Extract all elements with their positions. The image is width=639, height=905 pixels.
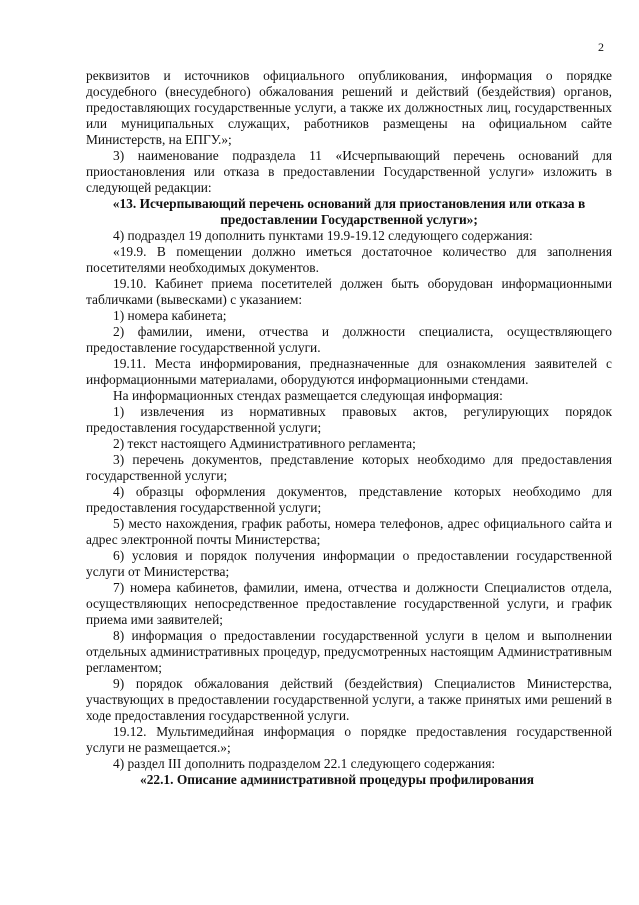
paragraph-publication-info: реквизитов и источников официального опубликования, информация о порядке досудебного (внесудебного) обжалования решений и действий (бездействия) органов, предоставляющих государственные услуги, а также их должностных лиц, государственных или муниципальных служащих, работников размещены на официальном сайте Министерств, на ЕПГУ.»; (86, 68, 612, 147)
list-item-document-samples: 4) образцы оформления документов, представление которых необходимо для предоставления государственной услуги; (86, 484, 612, 515)
paragraph-clause-19-12: 19.12. Мультимедийная информация о порядке предоставления государственной услуги не размещается.»; (86, 724, 612, 755)
paragraph-clause-19-10: 19.10. Кабинет приема посетителей должен быть оборудован информационными табличками (вывесками) с указанием: (86, 276, 612, 307)
document-body (86, 68, 612, 788)
paragraph-stand-info-intro: На информационных стендах размещается следующая информация: (113, 388, 503, 403)
list-item-regulation-text: 2) текст настоящего Административного регламента; (113, 436, 416, 451)
paragraph-amend-section-3: 4) раздел III дополнить подразделом 22.1 следующего содержания: (113, 756, 496, 771)
paragraph-amend-subsection-11: 3) наименование подраздела 11 «Исчерпывающий перечень оснований для приостановления или отказа в предоставлении Государственной услуги» изложить в следующей редакции: (86, 148, 612, 195)
heading-section-13: «13. Исчерпывающий перечень оснований для приостановления или отказа в предоставлении Государственной услуги»; (112, 196, 586, 227)
heading-section-22-1: «22.1. Описание административной процедуры профилирования (140, 772, 534, 787)
list-item-documents-list: 3) перечень документов, представление которых необходимо для предоставления государственной услуги; (86, 452, 612, 483)
list-item-legal-extracts: 1) извлечения из нормативных правовых актов, регулирующих порядок предоставления государственной услуги; (86, 404, 612, 435)
list-item-contact-info: 5) место нахождения, график работы, номера телефонов, адрес официального сайта и адрес электронной почты Министерства; (86, 516, 612, 547)
list-item-service-info: 8) информация о предоставлении государственной услуги в целом и выполнении отдельных административных процедур, предусмотренных настоящим Административным регламентом; (86, 628, 612, 675)
list-item-office-staff: 7) номера кабинетов, фамилии, имена, отчества и должности Специалистов отдела, осуществляющих непосредственное предоставление государственной услуги, и график приема ими заявителей; (86, 580, 612, 627)
paragraph-clause-19-9: «19.9. В помещении должно иметься достаточное количество для заполнения посетителями необходимых документов. (86, 244, 612, 275)
list-item-appeal-procedure: 9) порядок обжалования действий (бездействия) Специалистов Министерства, участвующих в предоставлении государственной услуги, а также принятых ими решений в ходе предоставления государственной услуги. (86, 676, 612, 723)
paragraph-amend-subsection-19: 4) подраздел 19 дополнить пунктами 19.9-19.12 следующего содержания: (113, 228, 533, 243)
list-item-info-conditions: 6) условия и порядок получения информации о предоставлении государственной услуги от Министерства; (86, 548, 612, 579)
list-item-specialist-name: 2) фамилии, имени, отчества и должности специалиста, осуществляющего предоставление государственной услуги. (86, 324, 612, 355)
page-number: 2 (598, 40, 604, 54)
list-item-office-number: 1) номера кабинета; (113, 308, 227, 323)
paragraph-clause-19-11: 19.11. Места информирования, предназначенные для ознакомления заявителей с информационными материалами, оборудуются информационными стендами. (86, 356, 612, 387)
